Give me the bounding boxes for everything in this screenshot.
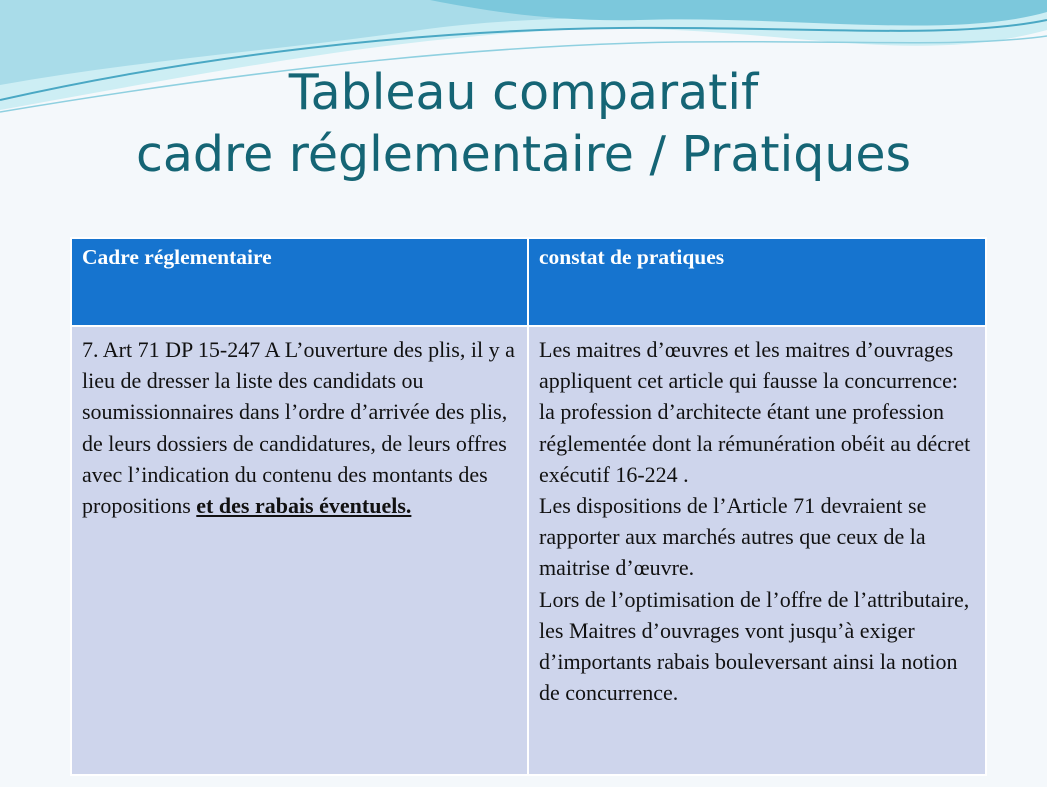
slide-title (0, 62, 1047, 186)
header-cadre-reglementaire: Cadre réglementaire (71, 238, 528, 326)
slide-title-line-2: cadre réglementaire / Pratiques (135, 126, 912, 183)
practice-paragraph-2: Les dispositions de l’Article 71 devraient se rapporter aux marchés autres que ceux de la maitrise d’œuvre. (539, 493, 927, 581)
cell-constat-de-pratiques (528, 326, 986, 775)
comparison-table (70, 237, 987, 776)
cell-left-text: 7. Art 71 DP 15-247 A L’ouverture des plis, il y a lieu de dresser la liste des candidats ou soumissionnaires dans l’ordre d’arrivée des plis, de leurs dossiers de candidatures, de leurs offres avec l’indication du contenu des montants des propositions (82, 337, 515, 519)
practice-paragraph-3: Lors de l’optimisation de l’offre de l’attributaire, les Maitres d’ouvrages vont jusqu’à exiger d’importants rabais bouleversant ainsi la notion de concurrence. (539, 586, 970, 706)
cell-left-emphasis: et des rabais éventuels. (196, 493, 412, 519)
table-header-row (71, 238, 986, 326)
header-constat-de-pratiques: constat de pratiques (528, 238, 986, 326)
table-row (71, 326, 986, 775)
cell-cadre-reglementaire (71, 326, 528, 775)
practice-paragraph-1: Les maitres d’œuvres et les maitres d’ouvrages appliquent cet article qui fausse la concurrence: la profession d’architecte étant une profession réglementée dont la rémunération obéit au décret exécutif 16-224 . (539, 337, 971, 487)
slide-title-line-1: Tableau comparatif (288, 64, 759, 121)
